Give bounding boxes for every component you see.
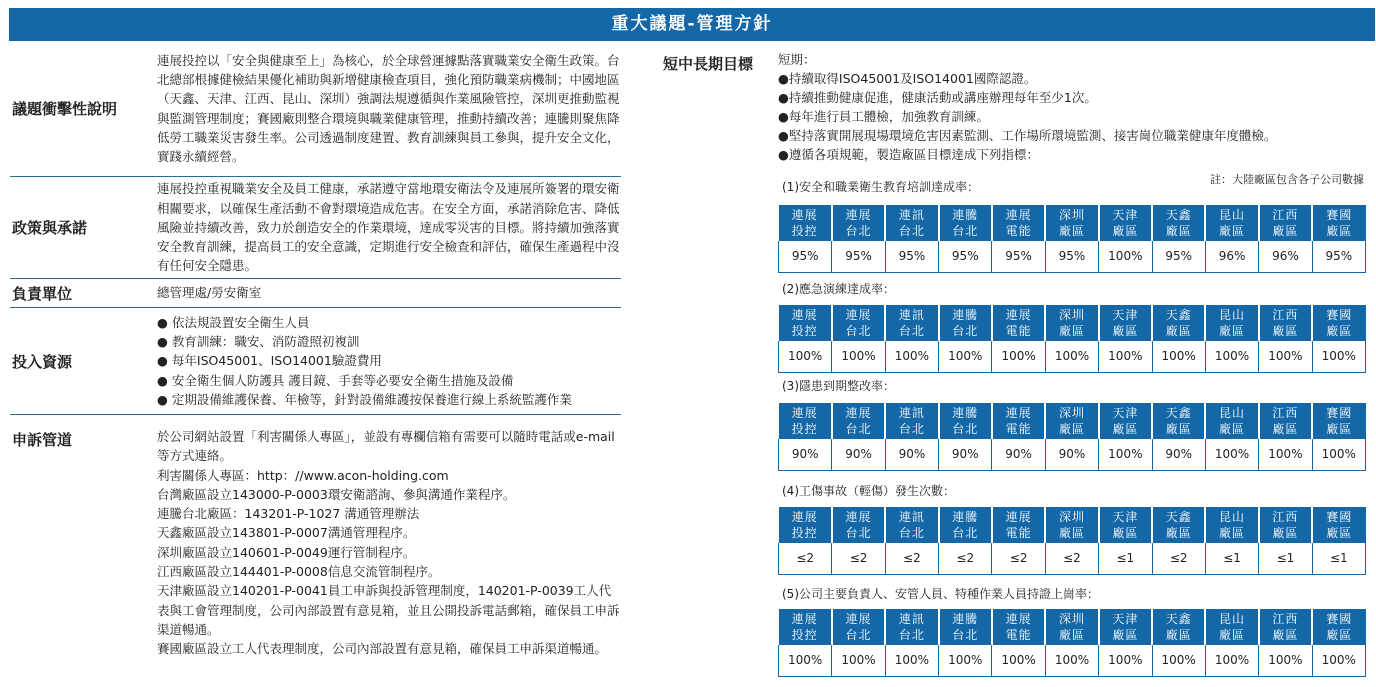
table-header-row — [779, 205, 1366, 241]
row-label: 投入資源 — [12, 352, 73, 371]
table-cell: 95% — [992, 241, 1045, 272]
column-header — [1099, 305, 1152, 341]
header-line: 天鑫 — [1165, 208, 1192, 222]
text-line: 賽國廠區設立工人代表理制度，公司內部設置有意見箱，確保員工申訴渠道暢通。 — [157, 641, 608, 657]
column-header — [885, 205, 938, 241]
header-line: 台北 — [898, 224, 925, 238]
header-line: 台北 — [845, 422, 872, 436]
table-cell: 100% — [1152, 645, 1205, 676]
table-cell: 100% — [885, 645, 938, 676]
text-line: 天鑫廠區設立143801-P-0007溝通管理程序。 — [157, 525, 416, 541]
metric-table — [778, 609, 1366, 677]
column-header — [939, 305, 992, 341]
row-grievance — [10, 415, 621, 659]
table-cell: ≤2 — [779, 543, 832, 574]
header-line: 深圳 — [1058, 510, 1085, 524]
header-line: 連騰 — [952, 510, 979, 524]
header-line: 天鑫 — [1165, 510, 1192, 524]
header-line: 台北 — [952, 526, 979, 540]
header-line: 連展 — [845, 308, 872, 322]
header-line: 深圳 — [1058, 612, 1085, 626]
header-line: 廠區 — [1272, 324, 1299, 338]
table-caption: (1)安全和職業衛生教育培訓達成率： — [782, 180, 979, 194]
header-line: 廠區 — [1219, 526, 1246, 540]
header-line: 廠區 — [1112, 422, 1139, 436]
header-line: 投控 — [791, 324, 818, 338]
header-line: 廠區 — [1272, 628, 1299, 642]
column-header — [992, 507, 1045, 543]
header-line: 廠區 — [1326, 324, 1353, 338]
table-cell: 100% — [992, 341, 1045, 372]
resource-list — [157, 313, 621, 409]
header-line: 江西 — [1272, 208, 1299, 222]
table-cell: 90% — [779, 439, 832, 470]
row-label: 議題衝擊性說明 — [12, 100, 118, 118]
table-cell: 100% — [1099, 439, 1152, 470]
header-line: 廠區 — [1326, 628, 1353, 642]
table-header-row — [779, 507, 1366, 543]
header-line: 連展 — [1005, 510, 1032, 524]
table-cell: 100% — [1099, 645, 1152, 676]
header-line: 投控 — [791, 628, 818, 642]
column-header — [1152, 609, 1205, 645]
list-item: ●堅持落實開展現場環境危害因素監測、工作場所環境監測、接害崗位職業健康年度體檢。 — [778, 128, 1277, 143]
table-cell: 100% — [1205, 645, 1258, 676]
column-header — [1045, 507, 1098, 543]
table-caption: (3)隱患到期整改率： — [782, 379, 895, 393]
column-header — [1259, 305, 1312, 341]
column-header — [992, 205, 1045, 241]
header-line: 電能 — [1005, 224, 1032, 238]
list-item: ● 每年ISO45001、ISO14001驗證費用 — [157, 353, 382, 369]
table-cell: 100% — [779, 645, 832, 676]
table-cell: 90% — [832, 439, 885, 470]
header-line: 連展 — [845, 406, 872, 420]
header-line: 天津 — [1112, 510, 1139, 524]
column-header — [1152, 205, 1205, 241]
header-line: 台北 — [845, 628, 872, 642]
header-line: 電能 — [1005, 628, 1032, 642]
column-header — [1312, 507, 1365, 543]
list-item: ●每年進行員工體檢，加強教育訓練。 — [778, 109, 989, 124]
table-cell: 95% — [885, 241, 938, 272]
table-row — [779, 241, 1366, 272]
header-line: 廠區 — [1058, 324, 1085, 338]
page-title: 重大議題-管理方針 — [9, 8, 1375, 41]
table-cell: 100% — [1099, 341, 1152, 372]
header-line: 廠區 — [1165, 224, 1192, 238]
header-line: 天津 — [1112, 308, 1139, 322]
header-line: 廠區 — [1326, 224, 1353, 238]
table-cell: 95% — [1152, 241, 1205, 272]
header-line: 深圳 — [1058, 406, 1085, 420]
header-line: 投控 — [791, 224, 818, 238]
row-label: 負責單位 — [12, 284, 73, 303]
table-cell: 90% — [939, 439, 992, 470]
column-header — [885, 305, 938, 341]
header-line: 廠區 — [1219, 324, 1246, 338]
table-cell: 100% — [992, 645, 1045, 676]
header-line: 廠區 — [1165, 628, 1192, 642]
header-line: 廠區 — [1165, 422, 1192, 436]
header-line: 台北 — [952, 224, 979, 238]
table-cell: 100% — [1205, 439, 1258, 470]
column-header — [832, 403, 885, 439]
header-line: 昆山 — [1219, 510, 1246, 524]
column-header — [939, 205, 992, 241]
row-responsible-unit — [10, 279, 621, 308]
list-item: ●持續取得ISO45001及ISO14001國際認證。 — [778, 71, 1037, 86]
table-cell: 90% — [1045, 439, 1098, 470]
header-line: 賽國 — [1326, 406, 1353, 420]
grievance-lines — [157, 427, 621, 659]
column-header — [1045, 403, 1098, 439]
column-header — [1099, 403, 1152, 439]
header-line: 電能 — [1005, 526, 1032, 540]
table-cell: 96% — [1259, 241, 1312, 272]
column-header — [1205, 205, 1258, 241]
header-line: 賽國 — [1326, 612, 1353, 626]
header-line: 廠區 — [1058, 628, 1085, 642]
header-line: 台北 — [952, 422, 979, 436]
column-header — [885, 403, 938, 439]
header-line: 天津 — [1112, 406, 1139, 420]
column-header — [1259, 507, 1312, 543]
column-header — [885, 609, 938, 645]
header-line: 連展 — [1005, 406, 1032, 420]
column-header — [939, 507, 992, 543]
header-line: 台北 — [952, 628, 979, 642]
header-line: 台北 — [952, 324, 979, 338]
table-cell: 100% — [832, 645, 885, 676]
header-line: 連展 — [791, 308, 818, 322]
text-line: 於公司網站設置「利害關係人專區」，並設有專欄信箱有需要可以隨時電話或e-mail等方式連絡。 — [157, 429, 615, 464]
column-header — [1099, 507, 1152, 543]
header-line: 昆山 — [1219, 308, 1246, 322]
table-cell: 100% — [1312, 341, 1365, 372]
text-line: 天津廠區設立140201-P-0041員工申訴與投訴管理制度，140201-P-0039工人代表與工會管理制度，公司內部設置有意見箱，並且公開投訴電話郵箱，確保員工申訴渠道暢通。 — [157, 583, 620, 637]
goals-heading: 短期： — [778, 52, 816, 67]
table-cell: 100% — [779, 341, 832, 372]
header-line: 廠區 — [1112, 628, 1139, 642]
column-header — [939, 609, 992, 645]
column-header — [1205, 507, 1258, 543]
column-header — [1205, 305, 1258, 341]
header-line: 江西 — [1272, 612, 1299, 626]
table-cell: ≤1 — [1099, 543, 1152, 574]
header-line: 廠區 — [1058, 224, 1085, 238]
row-resources — [10, 308, 621, 415]
header-line: 廠區 — [1219, 422, 1246, 436]
header-line: 天鑫 — [1165, 406, 1192, 420]
table-header-row — [779, 305, 1366, 341]
table-cell: ≤2 — [939, 543, 992, 574]
header-line: 台北 — [845, 526, 872, 540]
column-header — [832, 205, 885, 241]
header-line: 深圳 — [1058, 208, 1085, 222]
header-line: 連展 — [845, 510, 872, 524]
header-line: 廠區 — [1272, 224, 1299, 238]
column-header — [1152, 403, 1205, 439]
header-line: 江西 — [1272, 406, 1299, 420]
table-cell: ≤2 — [992, 543, 1045, 574]
table-cell: 100% — [939, 645, 992, 676]
column-header — [832, 609, 885, 645]
header-line: 連騰 — [952, 208, 979, 222]
text-line: 利害關係人專區：http：//www.acon-holding.com — [157, 467, 449, 483]
column-header — [992, 403, 1045, 439]
header-line: 廠區 — [1058, 422, 1085, 436]
column-header — [885, 507, 938, 543]
header-line: 廠區 — [1112, 224, 1139, 238]
row-label: 政策與承諾 — [12, 219, 88, 237]
column-header — [832, 305, 885, 341]
table-cell: 100% — [1259, 341, 1312, 372]
table-cell: 90% — [1152, 439, 1205, 470]
column-header — [1259, 609, 1312, 645]
header-line: 連展 — [845, 208, 872, 222]
table-cell: 100% — [1152, 341, 1205, 372]
row-text: 總管理處/勞安衛室 — [157, 285, 262, 301]
header-line: 深圳 — [1058, 308, 1085, 322]
table-row — [779, 341, 1366, 372]
column-header — [1205, 403, 1258, 439]
table-cell: 90% — [885, 439, 938, 470]
column-header — [1152, 507, 1205, 543]
column-header — [832, 507, 885, 543]
table-header-row — [779, 609, 1366, 645]
header-line: 廠區 — [1165, 526, 1192, 540]
table-cell: 90% — [992, 439, 1045, 470]
table-cell: 100% — [939, 341, 992, 372]
table-cell: 100% — [1099, 241, 1152, 272]
header-line: 賽國 — [1326, 510, 1353, 524]
row-impact — [10, 41, 621, 177]
list-item: ● 依法規設置安全衛生人員 — [157, 314, 310, 330]
table-caption: (5)公司主要負責人、安管人員、特種作業人員持證上崗率： — [782, 587, 1100, 601]
row-text: 連展投控重視職業安全及員工健康，承諾遵守當地環安衛法令及連展所簽署的環安衛相關要求，以確保生產活動不會對環境造成危害。在安全方面，承諾消除危害、降低風險並持續改善，致力於創造安全的作業環境，達成零災害的目標。將持續加強落實安全教育訓練，提高員工的安全意識，定期進行安全檢查和評估，確保生產過程中沒有任何安全隱患。 — [157, 181, 620, 274]
header-line: 昆山 — [1219, 406, 1246, 420]
column-header — [992, 609, 1045, 645]
column-header — [1099, 609, 1152, 645]
header-line: 廠區 — [1326, 526, 1353, 540]
table-cell: 95% — [779, 241, 832, 272]
table-cell: ≤1 — [1312, 543, 1365, 574]
list-item: ● 教育訓練：職安、消防證照初複訓 — [157, 334, 360, 350]
header-line: 廠區 — [1219, 224, 1246, 238]
table-cell: 95% — [939, 241, 992, 272]
header-line: 連訊 — [898, 612, 925, 626]
column-header — [1259, 205, 1312, 241]
header-line: 廠區 — [1058, 526, 1085, 540]
header-line: 天津 — [1112, 612, 1139, 626]
header-line: 連訊 — [898, 308, 925, 322]
header-line: 台北 — [898, 628, 925, 642]
header-line: 連展 — [791, 612, 818, 626]
header-line: 廠區 — [1326, 422, 1353, 436]
header-line: 江西 — [1272, 510, 1299, 524]
column-header — [1045, 609, 1098, 645]
text-line: 深圳廠區設立140601-P-0049運行管制程序。 — [157, 544, 416, 560]
table-cell: 100% — [885, 341, 938, 372]
column-header — [779, 507, 832, 543]
column-header — [1045, 305, 1098, 341]
table-cell: 100% — [1045, 645, 1098, 676]
header-line: 連騰 — [952, 308, 979, 322]
column-header — [779, 205, 832, 241]
header-line: 台北 — [898, 324, 925, 338]
header-line: 電能 — [1005, 422, 1032, 436]
table-cell: 95% — [1312, 241, 1365, 272]
table-caption: (4)工傷事故（輕傷）發生次數： — [782, 484, 955, 498]
management-policy-table — [10, 41, 621, 659]
header-line: 連訊 — [898, 406, 925, 420]
header-line: 連展 — [1005, 612, 1032, 626]
table-cell: ≤2 — [832, 543, 885, 574]
header-line: 廠區 — [1219, 628, 1246, 642]
header-line: 連騰 — [952, 612, 979, 626]
column-header — [992, 305, 1045, 341]
header-line: 台北 — [898, 422, 925, 436]
list-item: ● 定期設備維護保養、年檢等，針對設備維護按保養進行線上系統監護作業 — [157, 391, 572, 407]
column-header — [779, 305, 832, 341]
list-item: ●遵循各項規範，製造廠區目標達成下列指標： — [778, 147, 1039, 162]
table-cell: 100% — [1312, 439, 1365, 470]
table-cell: 100% — [1312, 645, 1365, 676]
text-line: 連騰台北廠區：143201-P-1027 溝通管理辦法 — [157, 506, 420, 522]
table-cell: 96% — [1205, 241, 1258, 272]
header-line: 昆山 — [1219, 612, 1246, 626]
table-cell: 95% — [832, 241, 885, 272]
header-line: 連訊 — [898, 208, 925, 222]
table-cell: ≤2 — [1045, 543, 1098, 574]
goals-label: 短中長期目標 — [663, 55, 754, 73]
column-header — [1205, 609, 1258, 645]
column-header — [1045, 205, 1098, 241]
column-header — [1099, 205, 1152, 241]
header-line: 廠區 — [1165, 324, 1192, 338]
table-cell: 100% — [1259, 439, 1312, 470]
table-cell: 95% — [1045, 241, 1098, 272]
header-line: 賽國 — [1326, 208, 1353, 222]
header-line: 投控 — [791, 422, 818, 436]
table-cell: 100% — [1205, 341, 1258, 372]
column-header — [1259, 403, 1312, 439]
metric-table — [778, 205, 1366, 273]
list-item: ● 安全衛生個人防護具 護目鏡、手套等必要安全衛生措施及設備 — [157, 372, 514, 388]
metric-table — [778, 507, 1366, 575]
table-cell: ≤1 — [1205, 543, 1258, 574]
metric-table — [778, 305, 1366, 373]
table-cell: ≤2 — [1152, 543, 1205, 574]
header-line: 台北 — [898, 526, 925, 540]
header-line: 連展 — [1005, 208, 1032, 222]
text-line: 台灣廠區設立143000-P-0003環安衛諮詢、參與溝通作業程序。 — [157, 486, 516, 502]
column-header — [1312, 205, 1365, 241]
header-line: 投控 — [791, 526, 818, 540]
table-row — [779, 543, 1366, 574]
row-text: 連展投控以「安全與健康至上」為核心，於全球營運據點落實職業安全衛生政策。台北總部根據健檢結果優化補助與新增健康檢查項目，強化預防職業病機制；中國地區（天鑫、天津、江西、昆山、深圳）強調法規遵循與作業風險管控，深圳更推動監視與監測管理制度；賽國廠則整合環境與職業健康管理，推動持續改善；連騰則聚焦降低勞工職業災害發生率。公司透過制度建置、教育訓練與員工參與，提升安全文化，實踐永續經營。 — [157, 52, 620, 165]
metric-table — [778, 403, 1366, 471]
column-header — [779, 609, 832, 645]
table-cell: 100% — [1259, 645, 1312, 676]
list-item: ●持續推動健康促進，健康活動或講座辦理每年至少1次。 — [778, 90, 1097, 105]
column-header — [779, 403, 832, 439]
header-line: 台北 — [845, 224, 872, 238]
table-row — [779, 645, 1366, 676]
table-caption: (2)應急演練達成率： — [782, 282, 895, 296]
table-cell: ≤1 — [1259, 543, 1312, 574]
header-line: 廠區 — [1272, 526, 1299, 540]
header-line: 昆山 — [1219, 208, 1246, 222]
header-line: 連騰 — [952, 406, 979, 420]
goals-list — [778, 50, 1368, 164]
column-header — [1312, 403, 1365, 439]
table-cell: 100% — [832, 341, 885, 372]
header-line: 連展 — [791, 406, 818, 420]
header-line: 連展 — [845, 612, 872, 626]
column-header — [1312, 609, 1365, 645]
header-line: 天鑫 — [1165, 612, 1192, 626]
row-policy — [10, 177, 621, 279]
column-header — [939, 403, 992, 439]
header-line: 天津 — [1112, 208, 1139, 222]
header-line: 賽國 — [1326, 308, 1353, 322]
header-line: 天鑫 — [1165, 308, 1192, 322]
table-header-row — [779, 403, 1366, 439]
table-cell: 100% — [1045, 341, 1098, 372]
header-line: 連訊 — [898, 510, 925, 524]
column-header — [1152, 305, 1205, 341]
header-line: 廠區 — [1272, 422, 1299, 436]
header-line: 電能 — [1005, 324, 1032, 338]
table-row — [779, 439, 1366, 470]
row-label: 申訴管道 — [12, 431, 73, 449]
header-line: 連展 — [791, 208, 818, 222]
header-line: 廠區 — [1112, 324, 1139, 338]
column-header — [1312, 305, 1365, 341]
table-cell: ≤2 — [885, 543, 938, 574]
header-line: 連展 — [1005, 308, 1032, 322]
note: 註：大陸廠區包含各子公司數據 — [1210, 173, 1364, 186]
header-line: 台北 — [845, 324, 872, 338]
header-line: 江西 — [1272, 308, 1299, 322]
text-line: 江西廠區設立144401-P-0008信息交流管制程序。 — [157, 564, 441, 580]
header-line: 廠區 — [1112, 526, 1139, 540]
header-line: 連展 — [791, 510, 818, 524]
